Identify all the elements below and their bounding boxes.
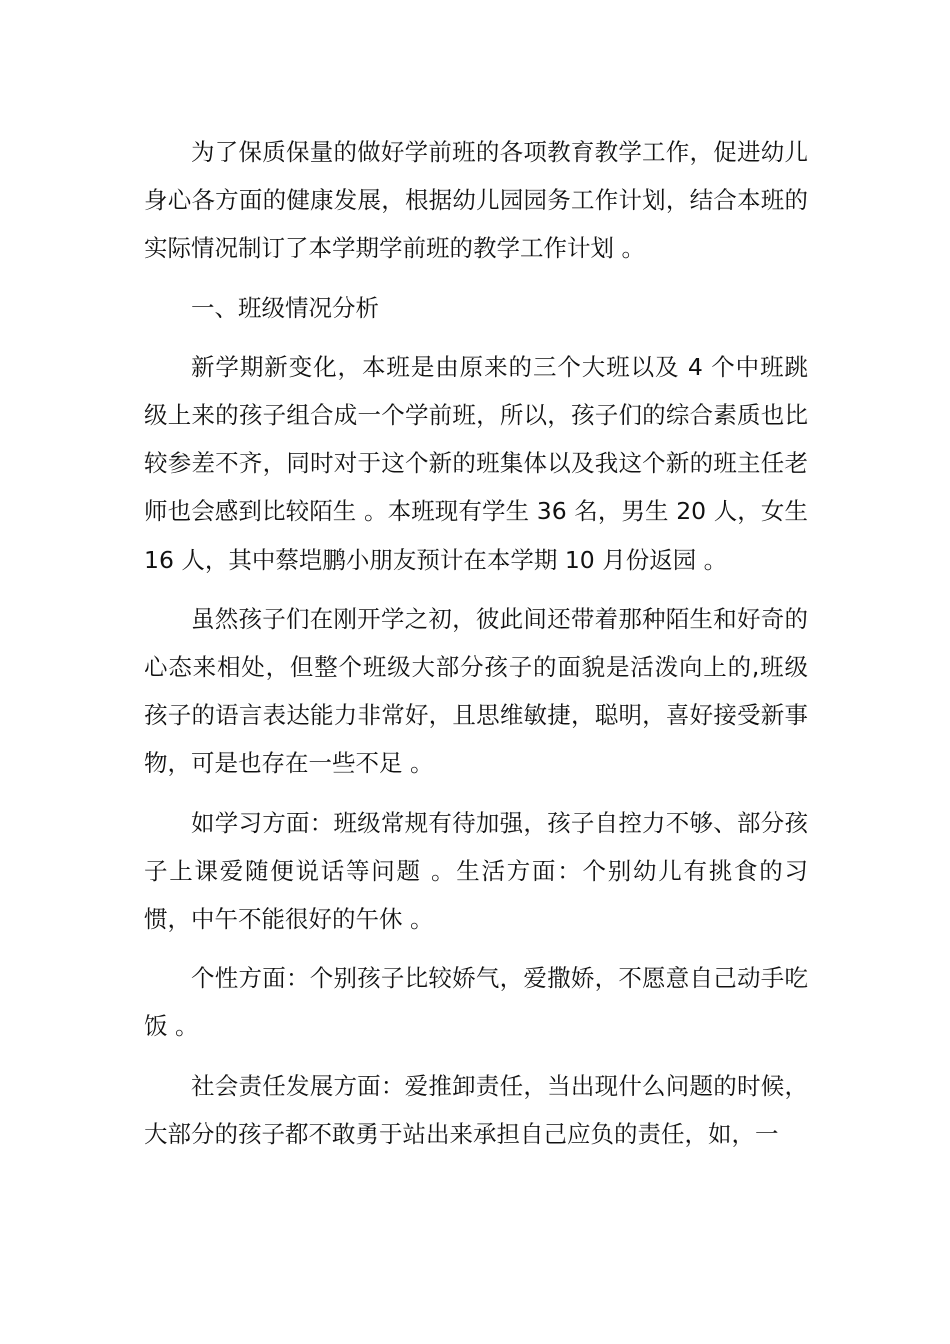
paragraph-social-responsibility: 社会责任发展方面：爱推卸责任，当出现什么问题的时候，大部分的孩子都不敢勇于站出来承担自己应负的责任，如，一	[144, 1071, 808, 1148]
paragraph-intro: 为了保质保量的做好学前班的各项教育教学工作，促进幼儿身心各方面的健康发展，根据幼儿园园务工作计划，结合本班的实际情况制订了本学期学前班的教学工作计划 。	[144, 138, 808, 263]
section-heading-class-analysis: 一、班级情况分析	[191, 293, 379, 322]
paragraph-class-overview: 新学期新变化，本班是由原来的三个大班以及 4 个中班跳级上来的孩子组合成一个学前班，所以，孩子们的综合素质也比较参差不齐，同时对于这个新的班集体以及我这个新的班主任老师也会感到比较陌生 。本班现有学生 36 名，男生 20 人，女生 16 人，其中蔡垲鹏小朋友预计在本学期 10 月份返园 。	[144, 352, 808, 574]
paragraph-class-strengths: 虽然孩子们在刚开学之初，彼此间还带着那种陌生和好奇的心态来相处，但整个班级大部分孩子的面貌是活泼向上的,班级孩子的语言表达能力非常好，且思维敏捷，聪明，喜好接受新事物，可是也存在一些不足 。	[144, 604, 808, 778]
document-page	[144, 128, 808, 1169]
paragraph-personality: 个性方面：个别孩子比较娇气，爱撒娇，不愿意自己动手吃饭 。	[144, 964, 808, 1041]
paragraph-learning-life: 如学习方面：班级常规有待加强，孩子自控力不够、部分孩子上课爱随便说话等问题 。生活方面：个别幼儿有挑食的习惯，中午不能很好的午休 。	[144, 808, 808, 934]
